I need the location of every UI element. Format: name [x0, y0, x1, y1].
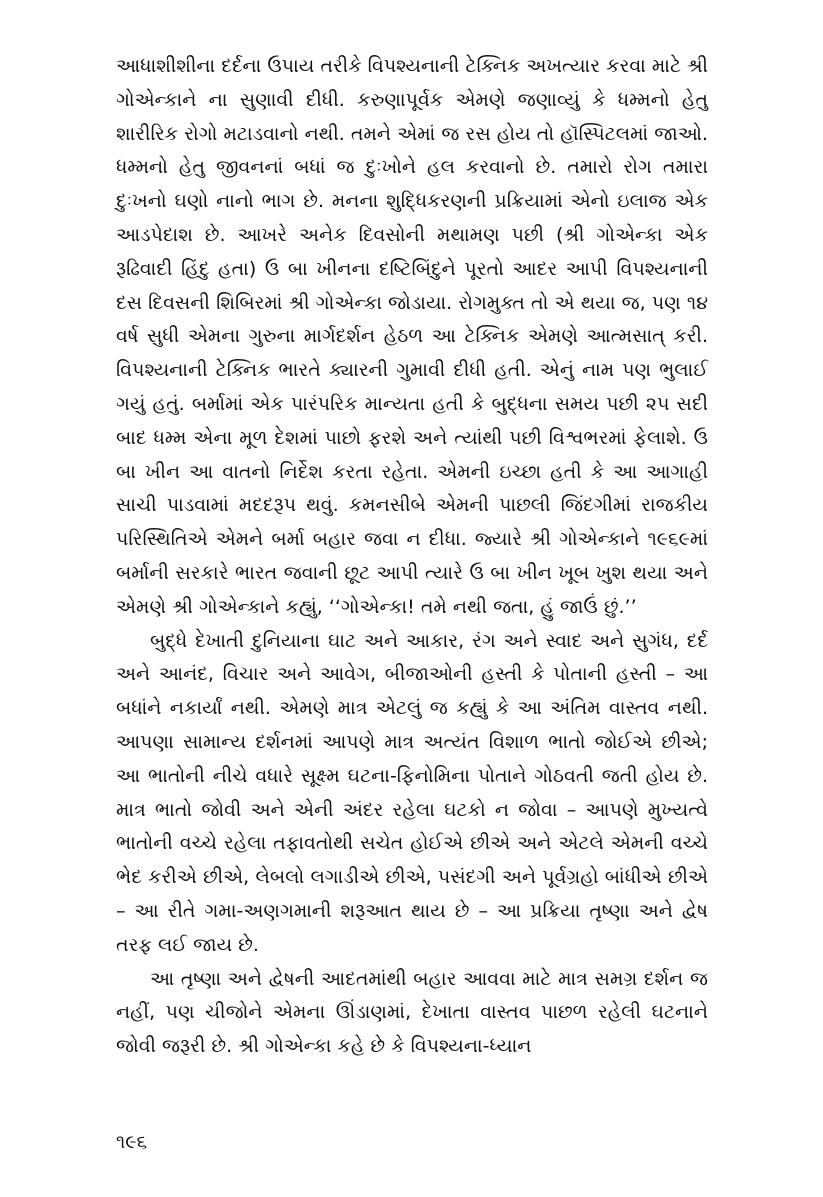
page-number: ૧૯૬ [116, 1131, 148, 1153]
paragraph-3: આ તૃષ્ણા અને દ્વેષની આદતમાંથી બહાર આવવા માટે માત્ર સમગ્ર દર્શન જ નહીં, પણ ચીજોને એમના ઊંડાણમાં, દેખાતા વાસ્તવ પાછળ રહેલી ઘટનાને જોવી જરૂરી છે. શ્રી ગોએન્કા કહે છે કે વિપશ્યના-ધ્યાન [116, 967, 708, 1058]
paragraph-1: આધાશીશીના દર્દના ઉપાય તરીકે વિપશ્યનાની ટેક્નિક અખત્યાર કરવા માટે શ્રી ગોએન્કાને ના સુણાવી દીધી. કરુણાપૂર્વક એમણે જણાવ્યું કે ધમ્મનો હેતુ શારીરિક રોગો મટાડવાનો નથી. તમને એમાં જ રસ હોય તો હૉસ્પિટલમાં જાઓ. ધમ્મનો હેતુ જીવનનાં બધાં જ દુઃખોને હલ કરવાનો છે. તમારો રોગ તમારા દુઃખનો ઘણો નાનો ભાગ છે. મનના શુદ્ધિકરણની પ્રક્રિયામાં એનો ઇલાજ એક આડપેદાશ છે. આખરે અનેક દિવસોની મથામણ પછી (શ્રી ગોએન્કા એક રૂઢિવાદી હિંદુ હતા) ઉ બા ખીનના દષ્ટિબિંદુને પૂરતો આદર આપી વિપશ્યનાની દસ દિવસની શિબિરમાં શ્રી ગોએન્કા જોડાયા. રોગમુક્ત તો એ થયા જ, પણ ૧૪ વર્ષ સુધી એમના ગુરુના માર્ગદર્શન હેઠળ આ ટેક્નિક એમણે આત્મસાત્ કરી. વિપશ્યનાની ટેક્નિક ભારતે ક્યારની ગુમાવી દીધી હતી. એનું નામ પણ ભુલાઈ ગયું હતું. બર્મામાં એક પારંપરિક માન્યતા હતી કે બુદ્ધના સમય પછી ૨૫ સદી બાદ ધમ્મ એના મૂળ દેશમાં પાછો ફરશે અને ત્યાંથી પછી વિશ્વભરમાં ફેલાશે. ઉ બા ખીન આ વાતનો નિર્દેશ કરતા રહેતા. એમની ઇચ્છા હતી કે આ આગાહી સાચી પાડવામાં મદદરૂપ થવું. કમનસીબે એમની પાછલી જિંદગીમાં રાજકીય પરિસ્થિતિએ એમને બર્મા બહાર જવા ન દીધા. જ્યારે શ્રી ગોએન્કાને ૧૯૬૯માં બર્માની સરકારે ભારત જવાની છૂટ આપી ત્યારે ઉ બા ખીન ખૂબ ખુશ થયા અને એમણે શ્રી ગોએન્કાને કહ્યું, ‘‘ગોએન્કા! તમે નથી જતા, હું જાઉં છું.’’ [116, 55, 708, 618]
body-text [116, 50, 708, 1064]
paragraph-2: બુદ્ધે દેખાતી દુનિયાના ઘાટ અને આકાર, રંગ અને સ્વાદ અને સુગંધ, દર્દ અને આનંદ, વિચાર અને આવેગ, બીજાઓની હસ્તી કે પોતાની હસ્તી – આ બધાંને નકાર્યાં નથી. એમણે માત્ર એટલું જ કહ્યું કે આ અંતિમ વાસ્તવ નથી. આપણા સામાન્ય દર્શનમાં આપણે માત્ર અત્યંત વિશાળ ભાતો જોઈએ છીએ; આ ભાતોની નીચે વધારે સૂક્ષ્મ ઘટના-ફિનોમિના પોતાને ગોઠવતી જતી હોય છે. માત્ર ભાતો જોવી અને એની અંદર રહેલા ઘટકો ન જોવા – આપણે મુખ્યત્વે ભાતોની વચ્ચે રહેલા તફાવતોથી સચેત હોઈએ છીએ અને એટલે એમની વચ્ચે ભેદ કરીએ છીએ, લેબલો લગાડીએ છીએ, પસંદગી અને પૂર્વગ્રહો બાંધીએ છીએ – આ રીતે ગમા-અણગમાની શરૂઆત થાય છે – આ પ્રક્રિયા તૃષ્ણા અને દ્વેષ તરફ લઈ જાય છે. [116, 629, 708, 956]
